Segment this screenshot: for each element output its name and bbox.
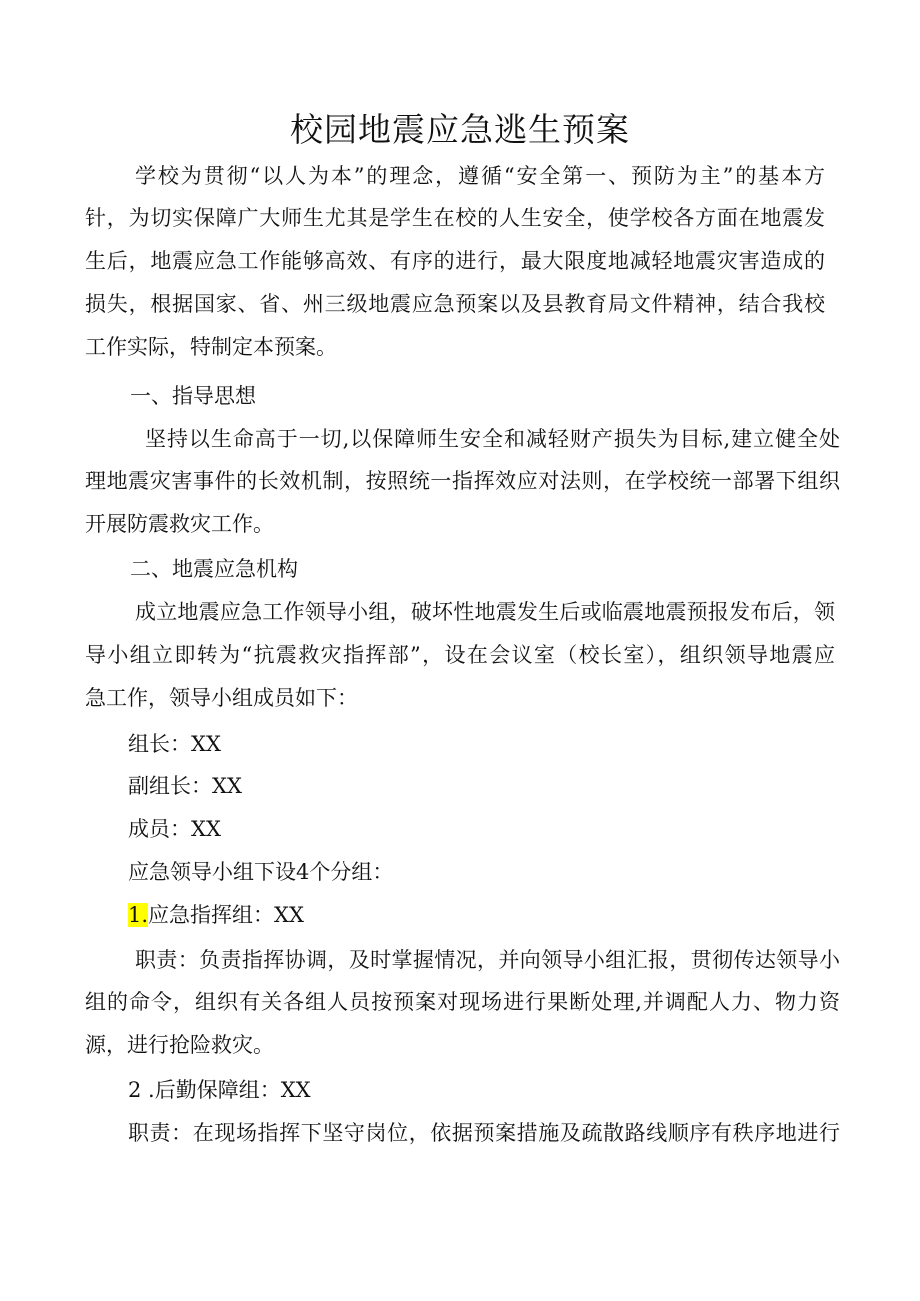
intro-line-5: 工作实际，特制定本预案。	[85, 335, 337, 359]
group1-line-1: 职责：负责指挥协调，及时掌握情况，并向领导小组汇报，贯彻传达领导小	[135, 948, 840, 972]
group1-title: 应急指挥组：XX	[148, 903, 304, 927]
intro-line-2: 针，为切实保障广大师生尤其是学生在校的人生安全，使学校各方面在地震发	[85, 206, 825, 230]
intro-line-4: 损失，根据国家、省、州三级地震应急预案以及县教育局文件精神，结合我校	[85, 292, 825, 316]
group2-heading: 2 .后勤保障组：XX	[128, 1078, 311, 1102]
section2-line-3: 急工作，领导小组成员如下：	[85, 686, 358, 710]
group1-number-highlight: 1.	[128, 903, 149, 927]
group1-heading	[128, 900, 304, 930]
document-title: 校园地震应急逃生预案	[290, 110, 630, 149]
section1-line-3: 开展防震救灾工作。	[85, 512, 274, 536]
section1-line-2: 理地震灾害事件的长效机制，按照统一指挥效应对法则，在学校统一部署下组织	[85, 469, 840, 493]
section-heading-emergency-org: 二、地震应急机构	[130, 557, 298, 581]
intro-line-3: 生后，地震应急工作能够高效、有序的进行，最大限度地减轻地震灾害造成的	[85, 249, 825, 273]
group1-line-3: 源，进行抢险救灾。	[85, 1033, 274, 1057]
section1-line-1: 坚持以生命高于一切,以保障师生安全和减轻财产损失为目标,建立健全处	[145, 427, 840, 451]
members-line: 成员：XX	[128, 817, 221, 841]
intro-line-1: 学校为贯彻“以人为本”的理念，遵循“安全第一、预防为主”的基本方	[135, 164, 825, 188]
subgroups-line: 应急领导小组下设4个分组：	[128, 860, 394, 884]
group1-line-2: 组的命令，组织有关各组人员按预案对现场进行果断处理,并调配人力、物力资	[85, 990, 840, 1014]
group2-line-1: 职责：在现场指挥下坚守岗位，依据预案措施及疏散路线顺序有秩序地进行	[128, 1121, 840, 1145]
leader-line: 组长：XX	[128, 732, 221, 756]
section2-line-2: 导小组立即转为“抗震救灾指挥部”，设在会议室（校长室），组织领导地震应	[85, 643, 835, 667]
deputy-leader-line: 副组长：XX	[128, 774, 242, 798]
section-heading-guiding-thought: 一、指导思想	[130, 384, 256, 408]
section2-line-1: 成立地震应急工作领导小组，破坏性地震发生后或临震地震预报发布后，领	[135, 600, 835, 624]
